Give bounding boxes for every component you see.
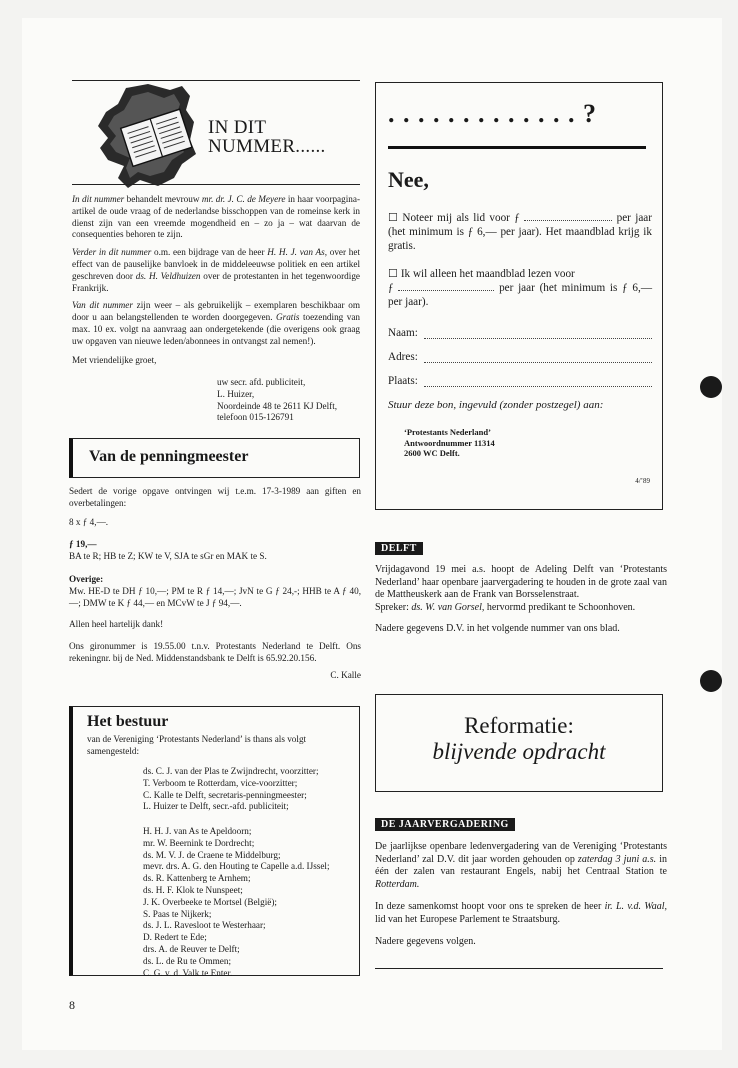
- coupon-address-line: Antwoordnummer 11314: [404, 437, 495, 448]
- jaarvergadering-text: [375, 841, 667, 949]
- bestuur-list-members: [143, 826, 363, 979]
- delft-speaker-name: ds. W. van Gorsel,: [411, 601, 485, 613]
- jaar-text-2b: lid van het Europese Parlement te Straatsburg.: [375, 913, 561, 925]
- bestuur-intro: van de Vereniging ‘Protestants Nederland’ is thans als volgt samengesteld:: [87, 734, 307, 756]
- intro-text-run: H. H. J. van As,: [267, 247, 327, 258]
- signature-line: L. Huizer,: [217, 388, 255, 399]
- header-bottom-rule: [72, 184, 360, 185]
- coupon-nee: Nee,: [388, 167, 429, 192]
- bestuur-member: mr. W. Beernink te Dordrecht;: [143, 837, 255, 848]
- bottom-rule: [375, 968, 663, 969]
- header-top-rule: [72, 80, 360, 81]
- intro-text-run: ds. H. Veldhuizen: [135, 270, 201, 281]
- intro-text-run: o.m. een bijdrage van de heer: [151, 247, 268, 258]
- bestuur-member: C. G. v. d. Valk te Enter.: [143, 967, 233, 978]
- penning-f19-heading: ƒ 19,—: [69, 539, 97, 550]
- plaats-row[interactable]: [388, 375, 652, 387]
- coupon-heading: . . . . . . . . . . . . . ?: [388, 99, 597, 128]
- coupon-instruction: Stuur deze bon, ingevuld (zonder postzegel) aan:: [388, 399, 604, 411]
- naam-field[interactable]: [424, 327, 652, 339]
- jaarvergadering-label: DE JAARVERGADERING: [375, 818, 515, 831]
- naam-row[interactable]: [388, 327, 652, 339]
- jaar-text-2a: In deze samenkomst hoopt voor ons te spreken de heer: [375, 901, 602, 912]
- coupon-option-2[interactable]: [388, 267, 652, 309]
- binder-hole-bottom: [700, 670, 722, 692]
- coupon-option-1[interactable]: [388, 211, 652, 253]
- bestuur-member: ds. J. L. Ravesloot te Westerhaar;: [143, 920, 266, 931]
- bestuur-member: S. Paas te Nijkerk;: [143, 908, 212, 919]
- jaar-paragraph-3: Nadere gegevens volgen.: [375, 936, 476, 947]
- penning-f19-list: BA te R; HB te Z; KW te V, SJA te sGr en MAK te S.: [69, 551, 267, 562]
- adres-row[interactable]: [388, 351, 652, 363]
- penningmeester-body: [69, 486, 361, 682]
- delft-label: DELFT: [375, 542, 423, 555]
- intro-text-run: behandelt mevrouw: [124, 194, 202, 204]
- intro-text-run: mr. dr. J. C. de Meyere: [201, 194, 286, 204]
- coupon-heading-rule: [388, 146, 646, 149]
- jaar-paragraph-2: [375, 901, 667, 926]
- intro-paragraph-2: [72, 247, 360, 294]
- coupon-code: 4/’89: [635, 477, 650, 485]
- intro-text: [72, 194, 360, 366]
- bestuur-list-officers: [143, 766, 363, 813]
- binder-hole-top: [700, 376, 722, 398]
- option2-amount-field[interactable]: [398, 290, 494, 291]
- delft-paragraph-2: Nadere gegevens D.V. in het volgende nummer van ons blad.: [375, 623, 620, 634]
- intro-text-run: Verder in dit nummer: [72, 247, 152, 258]
- bestuur-member: H. H. J. van As te Apeldoorn;: [143, 826, 252, 836]
- bestuur-member: C. Kalle te Delft, secretaris-penningmeester;: [143, 789, 307, 800]
- jaar-city: Rotterdam.: [375, 878, 420, 890]
- adres-field[interactable]: [424, 351, 652, 363]
- bestuur-member: ds. M. V. J. de Craene te Middelburg;: [143, 849, 281, 860]
- bestuur-member: ds. R. Kattenberg te Arnhem;: [143, 873, 251, 884]
- jaarvergadering-section: [375, 814, 667, 949]
- bestuur-member: ds. C. J. van der Plas te Zwijndrecht, voorzitter;: [143, 766, 319, 776]
- intro-paragraph-1: [72, 194, 360, 241]
- intro-text-run: over de protestanten in het tegenwoordige Frankrijk.: [72, 270, 360, 293]
- delft-speaker-label: Spreker:: [375, 601, 409, 613]
- option1-amount-field[interactable]: [524, 220, 612, 221]
- penning-intro: Sedert de vorige opgave ontvingen wij t.e.m. 17-3-1989 aan giften en overbetalingen:: [69, 486, 361, 508]
- bestuur-member: ds. L. de Ru te Ommen;: [143, 955, 232, 966]
- adres-label: Adres:: [388, 351, 418, 363]
- jaar-text-1a: De jaarlijkse openbare ledenvergadering van de Vereniging ‘Protestants Nederland’ zal D.V. dit jaar worden gehouden op: [375, 841, 667, 865]
- intro-text-run: in haar voorpagina-artikel de oude vraag of de nederlandse bisschoppen van de romeinse kerk in dienst zijn van een vreemde mogendheid en – zo ja – wat daarvan de consequenties behoren te zijn.: [72, 194, 361, 240]
- delft-section: [375, 538, 667, 636]
- bestuur-member: ds. H. F. Klok te Nunspeet;: [143, 884, 243, 895]
- penning-signature: C. Kalle: [330, 669, 361, 680]
- option2-text-c: per jaar (het minimum is ƒ 6,— per jaar).: [388, 282, 653, 308]
- delft-speaker-desc: hervormd predikant te Schoonhoven.: [486, 601, 636, 613]
- penning-line1: 8 x ƒ 4,—.: [69, 516, 109, 527]
- jaar-date: zaterdag 3 juni a.s.: [577, 853, 657, 865]
- penningmeester-title: Van de penningmeester: [89, 448, 249, 465]
- delft-text: [375, 564, 667, 636]
- penning-overige-list: Mw. HE-D te DH ƒ 10,—; PM te R ƒ 14,—; JvN te G ƒ 24,-; HHB te A ƒ 40,—; DMW te K ƒ 44,— en MCvW te J ƒ 94,—.: [69, 585, 361, 608]
- bestuur-member: T. Verboom te Rotterdam, vice-voorzitter;: [143, 777, 298, 788]
- header-title-line1: IN DIT: [208, 117, 267, 138]
- jaar-speaker-name: ir. L. v.d. Waal,: [604, 901, 668, 912]
- coupon-address-line: 2600 WC Delft.: [404, 448, 460, 458]
- header-title: [208, 118, 326, 156]
- signature-line: uw secr. afd. publiciteit,: [217, 377, 306, 387]
- coupon-address-line: ‘Protestants Nederland’: [404, 427, 491, 437]
- coupon-box: [375, 82, 663, 510]
- delft-paragraph-1: Vrijdagavond 19 mei a.s. hoopt de Adeling Delft van ‘Protestants Nederland’ haar openbare jaarvergadering te houden in de grote zaal van de Mattheuskerk aan de Frank van Borsselenstraat.: [375, 564, 667, 600]
- delft-speaker: [375, 602, 667, 615]
- option1-text-a: ☐ Noteer mij als lid voor ƒ: [388, 212, 520, 224]
- penning-giro: Ons gironummer is 19.55.00 t.n.v. Protestants Nederland te Delft. Ons rekeningnr. bij de Ned. Middenstandsbank te Delft is 65.92.20.156.: [69, 641, 361, 663]
- naam-label: Naam:: [388, 327, 418, 339]
- bestuur-title: Het bestuur: [87, 713, 169, 730]
- intro-paragraph-3: [72, 300, 360, 347]
- option1-text-b: per jaar (het minimum is ƒ 6,— per jaar). Het maandblad krijg ik gratis.: [388, 212, 652, 252]
- signature-line: telefoon 015-126791: [217, 412, 294, 423]
- bestuur-member: mevr. drs. A. G. den Houting te Capelle a.d. IJssel;: [143, 861, 330, 872]
- bestuur-member: L. Huizer te Delft, secr.-afd. publiciteit;: [143, 801, 289, 812]
- intro-text-run: In dit nummer: [72, 194, 125, 204]
- reformatie-line-1: Reformatie:: [464, 713, 574, 738]
- signature-block: [217, 377, 367, 424]
- bestuur-box: [69, 706, 360, 976]
- bestuur-member: J. K. Overbeeke te Mortsel (België);: [143, 896, 277, 907]
- plaats-field[interactable]: [424, 375, 652, 387]
- reformatie-box: [375, 694, 663, 792]
- penning-overige-heading: Overige:: [69, 573, 104, 584]
- intro-text-run: Gratis: [275, 312, 300, 323]
- jaar-paragraph-1: [375, 841, 667, 891]
- intro-text-run: over het effect van de pauselijke banvloek in de middeleeuwse politiek en een artikel geschreven door: [72, 247, 360, 281]
- penningmeester-title-box: [69, 438, 360, 478]
- magazine-page: [22, 18, 722, 1050]
- reformatie-line-2: blijvende opdracht: [432, 739, 606, 764]
- penning-thanks: Allen heel hartelijk dank!: [69, 619, 164, 630]
- plaats-label: Plaats:: [388, 375, 418, 387]
- page-number: 8: [69, 998, 75, 1012]
- header-title-line2: NUMMER......: [208, 136, 326, 157]
- intro-text-run: zijn weer – als gebruikelijk – exemplaren beschikbaar om door u aan belangstellenden te worden doorgegeven.: [72, 300, 360, 323]
- coupon-address: [404, 427, 495, 459]
- option2-text-a: ☐ Ik wil alleen het maandblad lezen voor: [388, 268, 575, 280]
- signature-line: Noordeinde 48 te 2611 KJ Delft,: [217, 400, 338, 411]
- bestuur-member: drs. A. de Reuver te Delft;: [143, 943, 240, 954]
- bestuur-member: D. Redert te Ede;: [143, 932, 207, 943]
- netherlands-map-illustration: [78, 82, 218, 194]
- option2-text-b: ƒ: [388, 282, 394, 294]
- intro-text-run: Van dit nummer: [72, 300, 133, 311]
- jaar-text-1b: in één der zalen van restaurant Engels, nabij het Centraal Station te: [375, 853, 668, 877]
- greeting: Met vriendelijke groet,: [72, 354, 157, 365]
- intro-text-run: toezending van max. 10 ex. volgt na aanvraag aan ondergetekende (die overigens ook graag uw opgaven van nieuwe leden/abonnees in ontvangst zal nemen!).: [72, 312, 360, 346]
